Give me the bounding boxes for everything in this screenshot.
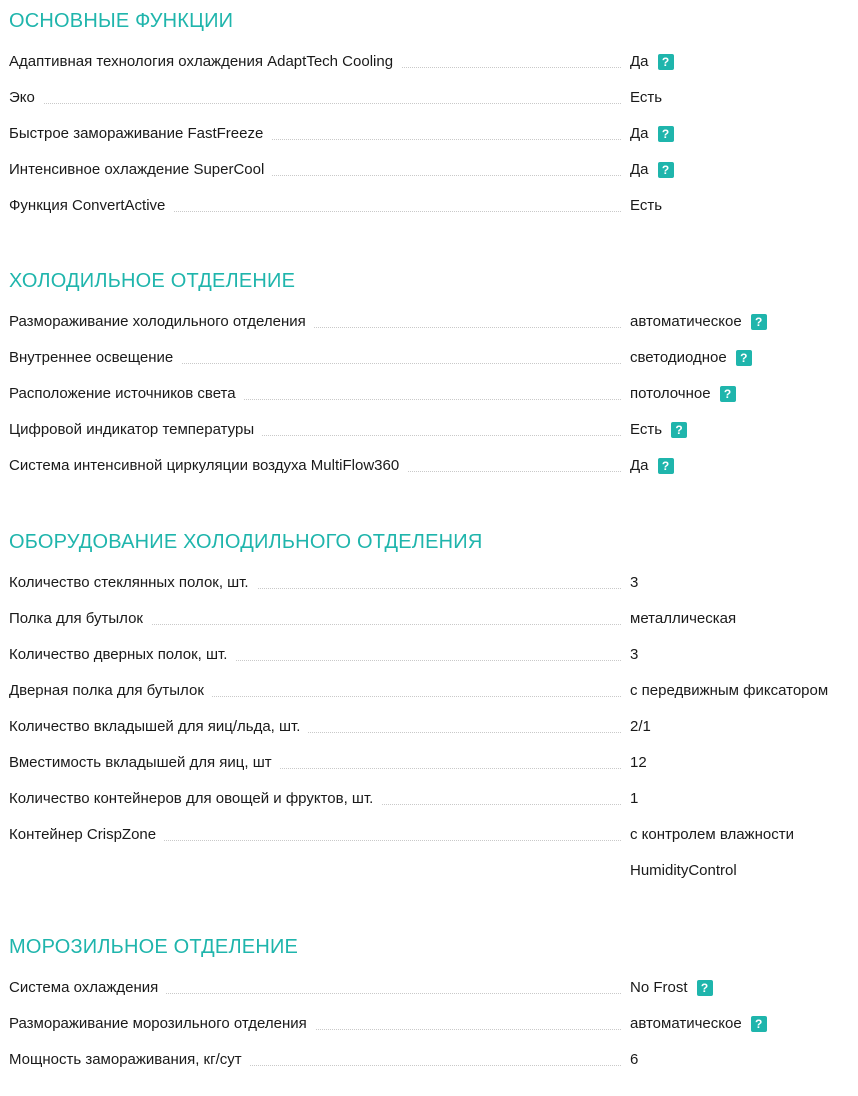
- spec-value-wrap: [630, 790, 638, 808]
- spec-value-wrap: [630, 574, 638, 592]
- spec-row: [0, 421, 858, 457]
- spec-label: Дверная полка для бутылок: [9, 682, 212, 700]
- help-icon[interactable]: ?: [658, 458, 674, 474]
- spec-label: Цифровой индикатор температуры: [9, 421, 262, 439]
- spec-label: Количество стеклянных полок, шт.: [9, 574, 257, 592]
- spec-label-wrap: [9, 1015, 621, 1051]
- spec-row: [0, 457, 858, 493]
- spec-label: Количество контейнеров для овощей и фруктов, шт.: [9, 790, 381, 808]
- spec-value-wrap: [630, 161, 674, 179]
- spec-label-wrap: [9, 161, 621, 197]
- spec-label-wrap: [9, 718, 621, 754]
- spec-row: [0, 1015, 858, 1051]
- spec-label: Расположение источников света: [9, 385, 244, 403]
- spec-value: автоматическое: [630, 1015, 742, 1032]
- spec-label-wrap: [9, 457, 621, 493]
- spec-value: с контролем влажности: [630, 826, 794, 843]
- spec-label-wrap: [9, 385, 621, 421]
- spec-row: [0, 646, 858, 682]
- spec-label: Система охлаждения: [9, 979, 166, 997]
- spec-label-wrap: [9, 1051, 621, 1087]
- spec-row: [0, 125, 858, 161]
- spec-value: 6: [630, 1051, 639, 1068]
- spec-value-wrap: [630, 610, 736, 628]
- section-fridge-compartment: [0, 269, 858, 493]
- spec-label-wrap: [9, 682, 621, 718]
- spec-label: Вместимость вкладышей для яиц, шт: [9, 754, 280, 772]
- spec-value: Есть: [630, 89, 663, 106]
- spec-value: Да: [630, 53, 649, 70]
- spec-value: автоматическое: [630, 313, 742, 330]
- spec-row: [0, 161, 858, 197]
- dotted-leader: [9, 103, 621, 104]
- spec-label: Быстрое замораживание FastFreeze: [9, 125, 271, 143]
- help-icon[interactable]: ?: [697, 980, 713, 996]
- spec-row: [0, 385, 858, 421]
- spec-label: Мощность замораживания, кг/сут: [9, 1051, 250, 1069]
- spec-value-wrap: [630, 313, 767, 331]
- spec-value-wrap: [630, 385, 736, 403]
- spec-value-wrap: [630, 646, 638, 664]
- spec-rows: [0, 574, 858, 898]
- section-title: МОРОЗИЛЬНОЕ ОТДЕЛЕНИЕ: [9, 936, 299, 958]
- section-fridge-equipment: [0, 530, 858, 898]
- section-title: ХОЛОДИЛЬНОЕ ОТДЕЛЕНИЕ: [9, 270, 296, 292]
- spec-label: Эко: [9, 89, 43, 107]
- section-title: ОБОРУДОВАНИЕ ХОЛОДИЛЬНОГО ОТДЕЛЕНИЯ: [9, 531, 483, 553]
- spec-label-wrap: [9, 826, 621, 862]
- spec-value-wrap: [630, 89, 662, 107]
- spec-label: Функция ConvertActive: [9, 197, 173, 215]
- spec-value: Да: [630, 457, 649, 474]
- spec-row: [0, 610, 858, 646]
- help-icon[interactable]: ?: [658, 162, 674, 178]
- help-icon[interactable]: ?: [671, 422, 687, 438]
- spec-rows: [0, 53, 858, 233]
- spec-label-wrap: [9, 89, 621, 125]
- spec-value: Да: [630, 125, 649, 142]
- spec-value-wrap: [630, 349, 752, 367]
- spec-label-wrap: [9, 754, 621, 790]
- spec-label: Адаптивная технология охлаждения AdaptTech Cooling: [9, 53, 401, 71]
- spec-value-wrap: [630, 979, 713, 997]
- section-freezer-compartment: [0, 935, 858, 1087]
- spec-label: Внутреннее освещение: [9, 349, 181, 367]
- spec-label: Полка для бутылок: [9, 610, 151, 628]
- spec-row: [0, 754, 858, 790]
- spec-label: Система интенсивной циркуляции воздуха MultiFlow360: [9, 457, 407, 475]
- spec-label: Интенсивное охлаждение SuperCool: [9, 161, 272, 179]
- spec-row: [0, 53, 858, 89]
- spec-label-wrap: [9, 574, 621, 610]
- spec-label-wrap: [9, 790, 621, 826]
- spec-value-continuation: HumidityControl: [630, 862, 737, 879]
- spec-label: Количество вкладышей для яиц/льда, шт.: [9, 718, 308, 736]
- spec-row: [0, 197, 858, 233]
- spec-value-wrap: [630, 125, 674, 143]
- spec-label: Размораживание холодильного отделения: [9, 313, 314, 331]
- spec-value: 3: [630, 646, 639, 663]
- spec-label-wrap: [9, 646, 621, 682]
- spec-value-wrap: [630, 421, 687, 439]
- help-icon[interactable]: ?: [658, 54, 674, 70]
- spec-value: Есть: [630, 197, 663, 214]
- spec-row: [0, 89, 858, 125]
- help-icon[interactable]: ?: [736, 350, 752, 366]
- spec-value: 1: [630, 790, 639, 807]
- help-icon[interactable]: ?: [751, 314, 767, 330]
- spec-row: [0, 979, 858, 1015]
- spec-value: 3: [630, 574, 639, 591]
- spec-value-wrap: [630, 1051, 638, 1069]
- spec-row: [0, 1051, 858, 1087]
- spec-label-wrap: [9, 610, 621, 646]
- spec-value-wrap: [630, 826, 794, 844]
- spec-value-wrap: [630, 682, 828, 700]
- spec-label-wrap: [9, 313, 621, 349]
- spec-label-wrap: [9, 979, 621, 1015]
- spec-label-wrap: [9, 349, 621, 385]
- spec-value: 12: [630, 754, 647, 771]
- spec-value-wrap: [630, 1015, 767, 1033]
- spec-value: металлическая: [630, 610, 737, 627]
- spec-row: [0, 682, 858, 718]
- spec-row: [0, 349, 858, 385]
- spec-rows: [0, 313, 858, 493]
- spec-value-wrap: [630, 457, 674, 475]
- spec-label-wrap: [9, 421, 621, 457]
- spec-label: Количество дверных полок, шт.: [9, 646, 235, 664]
- spec-label: Контейнер CrispZone: [9, 826, 164, 844]
- spec-row: [0, 574, 858, 610]
- spec-value-wrap: [630, 754, 647, 772]
- spec-row: [0, 826, 858, 862]
- spec-value-wrap: [630, 718, 651, 736]
- spec-row: [0, 718, 858, 754]
- spec-label-wrap: [9, 125, 621, 161]
- spec-value: Есть: [630, 421, 663, 438]
- spec-label: Размораживание морозильного отделения: [9, 1015, 315, 1033]
- help-icon[interactable]: ?: [751, 1016, 767, 1032]
- help-icon[interactable]: ?: [658, 126, 674, 142]
- spec-row: [0, 790, 858, 826]
- spec-value-wrap: [630, 197, 662, 215]
- spec-row: [0, 313, 858, 349]
- spec-value: 2/1: [630, 718, 651, 735]
- spec-label-wrap: [9, 197, 621, 233]
- spec-value: Да: [630, 161, 649, 178]
- spec-value: с передвижным фиксатором: [630, 682, 829, 699]
- section-title: ОСНОВНЫЕ ФУНКЦИИ: [9, 10, 234, 32]
- spec-label-wrap: [9, 53, 621, 89]
- spec-row-continuation: [0, 862, 858, 898]
- spec-rows: [0, 979, 858, 1087]
- spec-value: светодиодное: [630, 349, 727, 366]
- section-basic-functions: [0, 9, 858, 233]
- spec-value-wrap: [630, 53, 674, 71]
- help-icon[interactable]: ?: [720, 386, 736, 402]
- spec-value: No Frost: [630, 979, 688, 996]
- spec-value: потолочное: [630, 385, 711, 402]
